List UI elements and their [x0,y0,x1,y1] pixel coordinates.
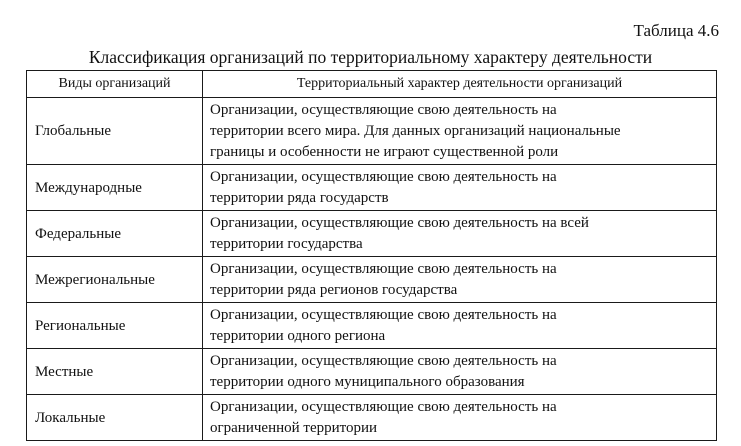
row-description-interregional [203,257,717,303]
row-kind-interregional: Межрегиональные [27,257,203,303]
table-row [27,303,717,349]
row-kind-global: Глобальные [27,98,203,165]
row-kind-local-municipal: Местные [27,349,203,395]
table-row [27,349,717,395]
description-line: Организации, осуществляющие свою деятельность на [210,307,557,323]
description-line: территории одного региона [210,328,386,344]
row-kind-localized: Локальные [27,395,203,441]
description-line: Организации, осуществляющие свою деятельность на всей [210,215,589,231]
header-kind: Виды организаций [27,71,203,98]
table-number: Таблица 4.6 [633,21,719,40]
description-line: ограниченной территории [210,420,378,436]
row-kind-international: Международные [27,165,203,211]
table-row [27,395,717,441]
description-line: территории ряда регионов государства [210,282,458,298]
table-title: Классификация организаций по территориальному характеру деятельности [88,47,653,67]
table-row [27,98,717,165]
description-line: территории государства [210,236,363,252]
description-line: Организации, осуществляющие свою деятельность на [210,102,557,118]
row-kind-regional: Региональные [27,303,203,349]
row-description-regional [203,303,717,349]
classification-table [26,70,717,441]
table-row [27,257,717,303]
row-description-localized [203,395,717,441]
row-description-local-municipal [203,349,717,395]
row-description-federal [203,211,717,257]
row-kind-federal: Федеральные [27,211,203,257]
description-line: Организации, осуществляющие свою деятельность на [210,169,557,185]
description-line: территории одного муниципального образования [210,374,525,390]
table-row [27,211,717,257]
row-description-global [203,98,717,165]
description-line: границы и особенности не играют существенной роли [210,144,559,160]
header-row [27,71,717,98]
description-line: Организации, осуществляющие свою деятельность на [210,353,557,369]
description-line: территории ряда государств [210,190,389,206]
description-line: Организации, осуществляющие свою деятельность на [210,261,557,277]
description-line: территории всего мира. Для данных организаций национальные [210,123,621,139]
row-description-international [203,165,717,211]
description-line: Организации, осуществляющие свою деятельность на [210,399,557,415]
header-character: Территориальный характер деятельности организаций [203,71,717,98]
table-row [27,165,717,211]
